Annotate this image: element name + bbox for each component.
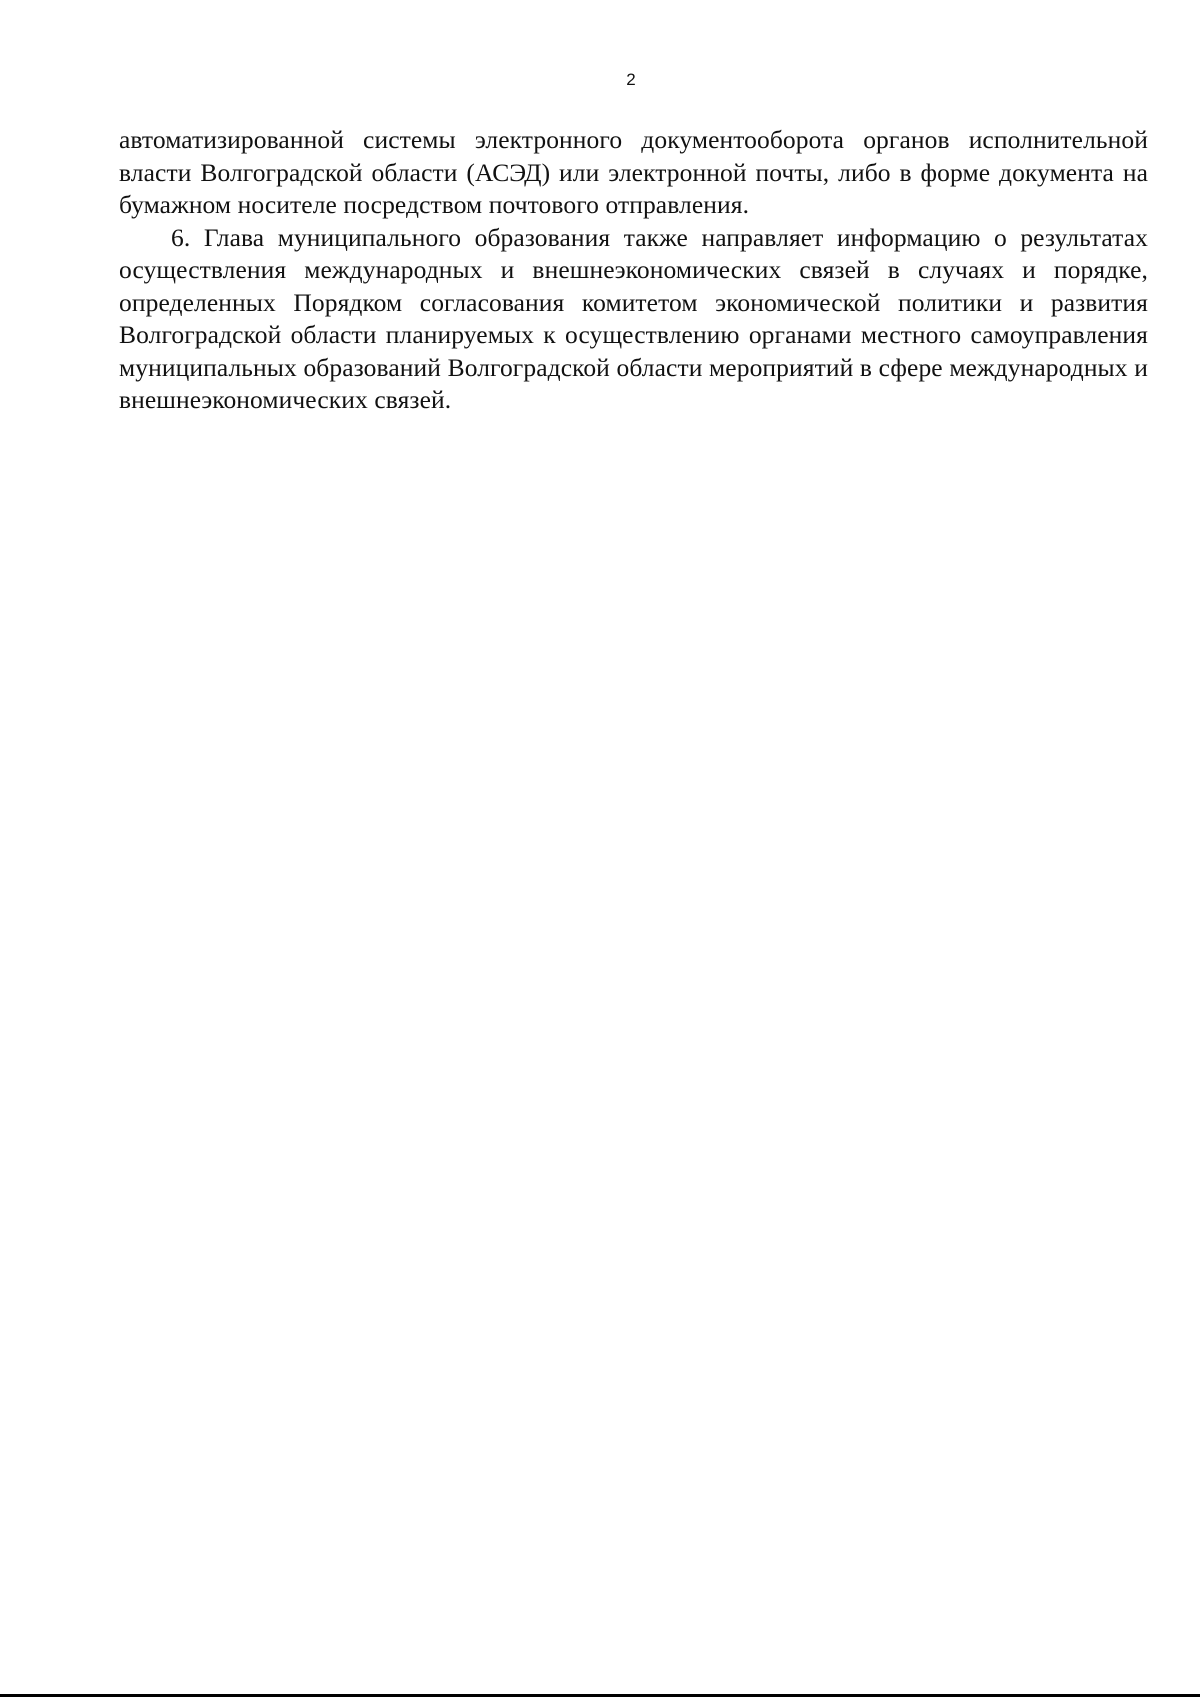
document-body [119, 124, 1148, 417]
page-number: 2 [626, 70, 636, 89]
paragraph-item-6: 6. Глава муниципального образования также направляет информацию о результатах осуществления международных и внешнеэкономических связей в случаях и порядке, определенных Порядком согласования комитетом экономической политики и развития Волгоградской области планируемых к осуществлению органами местного самоуправления муниципальных образований Волгоградской области мероприятий в сфере международных и внешнеэкономических связей. [119, 222, 1148, 414]
paragraph-continuation: автоматизированной системы электронного документооборота органов исполнительной власти Волгоградской области (АСЭД) или электронной почты, либо в форме документа на бумажном носителе посредством почтового отправления. [119, 125, 1148, 219]
